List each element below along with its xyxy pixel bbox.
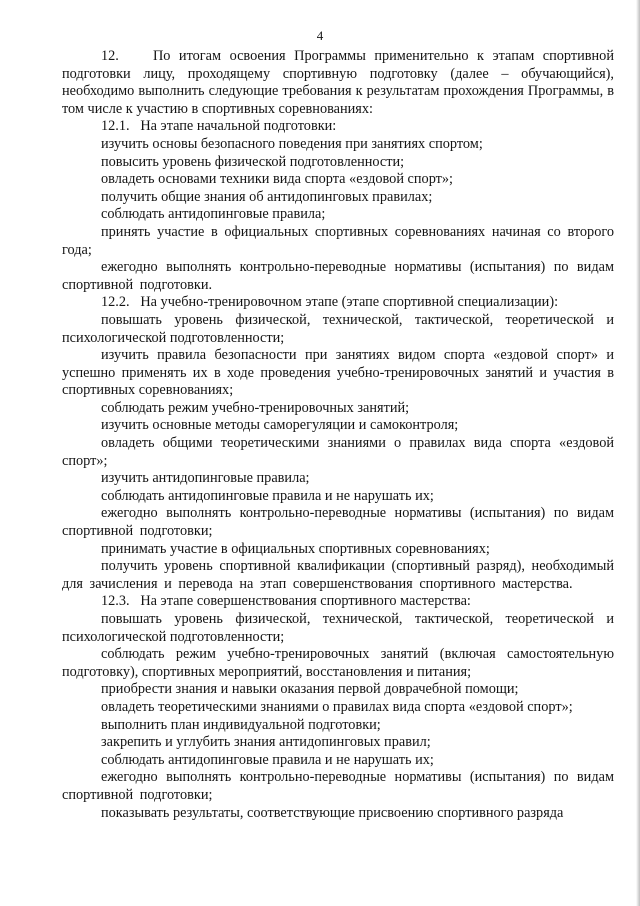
list-item: изучить основные методы саморегуляции и самоконтроля; [101, 417, 459, 434]
list-item: принять участие в официальных спортивных соревнованиях начиная со второго года; [62, 223, 614, 258]
list-item: овладеть основами техники вида спорта «ездовой спорт»; [101, 171, 454, 188]
list-item: изучить правила безопасности при занятиях видом спорта «ездовой спорт» и успешно применять их в ходе проведения учебно-тренировочных занятий и участия в спортивных соревнованиях; [62, 347, 614, 399]
list-item: повышать уровень физической, технической, тактической, теоретической и психологической подготовленности; [62, 611, 614, 645]
list-item: ежегодно выполнять контрольно-переводные нормативы (испытания) по видам спортивной подготовки; [62, 769, 614, 803]
list-item: соблюдать антидопинговые правила; [101, 206, 326, 223]
document-body [62, 48, 614, 822]
page-number: 4 [316, 28, 324, 43]
list-item: показывать результаты, соответствующие присвоению спортивного разряда [101, 804, 564, 821]
list-item: повышать уровень физической, технической, тактической, теоретической и психологической подготовленности; [62, 311, 614, 346]
list-item: соблюдать режим учебно-тренировочных занятий (включая самостоятельную подготовку), спортивных мероприятий, восстановления и питания; [62, 646, 614, 680]
list-item: ежегодно выполнять контрольно-переводные нормативы (испытания) по видам спортивной подготовки; [62, 505, 614, 540]
list-item: овладеть теоретическими знаниями о правилах вида спорта «ездовой спорт»; [101, 698, 573, 715]
heading-12-1: 12.1. На этапе начальной подготовки: [101, 118, 337, 135]
list-item: принимать участие в официальных спортивных соревнованиях; [101, 540, 490, 557]
heading-12-3: 12.3. На этапе совершенствования спортивного мастерства: [101, 593, 471, 610]
list-item: повысить уровень физической подготовленности; [101, 153, 405, 170]
list-item: приобрести знания и навыки оказания первой доврачебной помощи; [101, 681, 519, 698]
paragraph-12-intro: 12. По итогам освоения Программы применительно к этапам спортивной подготовки лицу, проходящему спортивную подготовку (далее – обучающийся), необходимо выполнить следующие требования к результатам прохождения Программы, в том числе к участию в спортивных соревнованиях: [62, 48, 614, 117]
list-item: соблюдать антидопинговые правила и не нарушать их; [101, 487, 434, 504]
list-item: получить уровень спортивной квалификации (спортивный разряд), необходимый для зачисления и перевода на этап совершенствования спортивного мастерства. [62, 558, 614, 592]
list-item: закрепить и углубить знания антидопинговых правил; [101, 734, 431, 751]
list-item: выполнить план индивидуальной подготовки; [101, 716, 381, 733]
list-item: изучить антидопинговые правила; [101, 470, 310, 487]
list-item: изучить основы безопасного поведения при занятиях спортом; [101, 135, 483, 152]
list-item: получить общие знания об антидопинговых правилах; [101, 188, 433, 205]
scan-edge-shadow [636, 0, 640, 906]
list-item: соблюдать антидопинговые правила и не нарушать их; [101, 751, 434, 768]
list-item: соблюдать режим учебно-тренировочных занятий; [101, 399, 410, 416]
list-item: ежегодно выполнять контрольно-переводные нормативы (испытания) по видам спортивной подготовки. [62, 259, 614, 293]
list-item: овладеть общими теоретическими знаниями о правилах вида спорта «ездовой спорт»; [62, 435, 614, 469]
heading-12-2: 12.2. На учебно-тренировочном этапе (этапе спортивной специализации): [101, 294, 559, 311]
